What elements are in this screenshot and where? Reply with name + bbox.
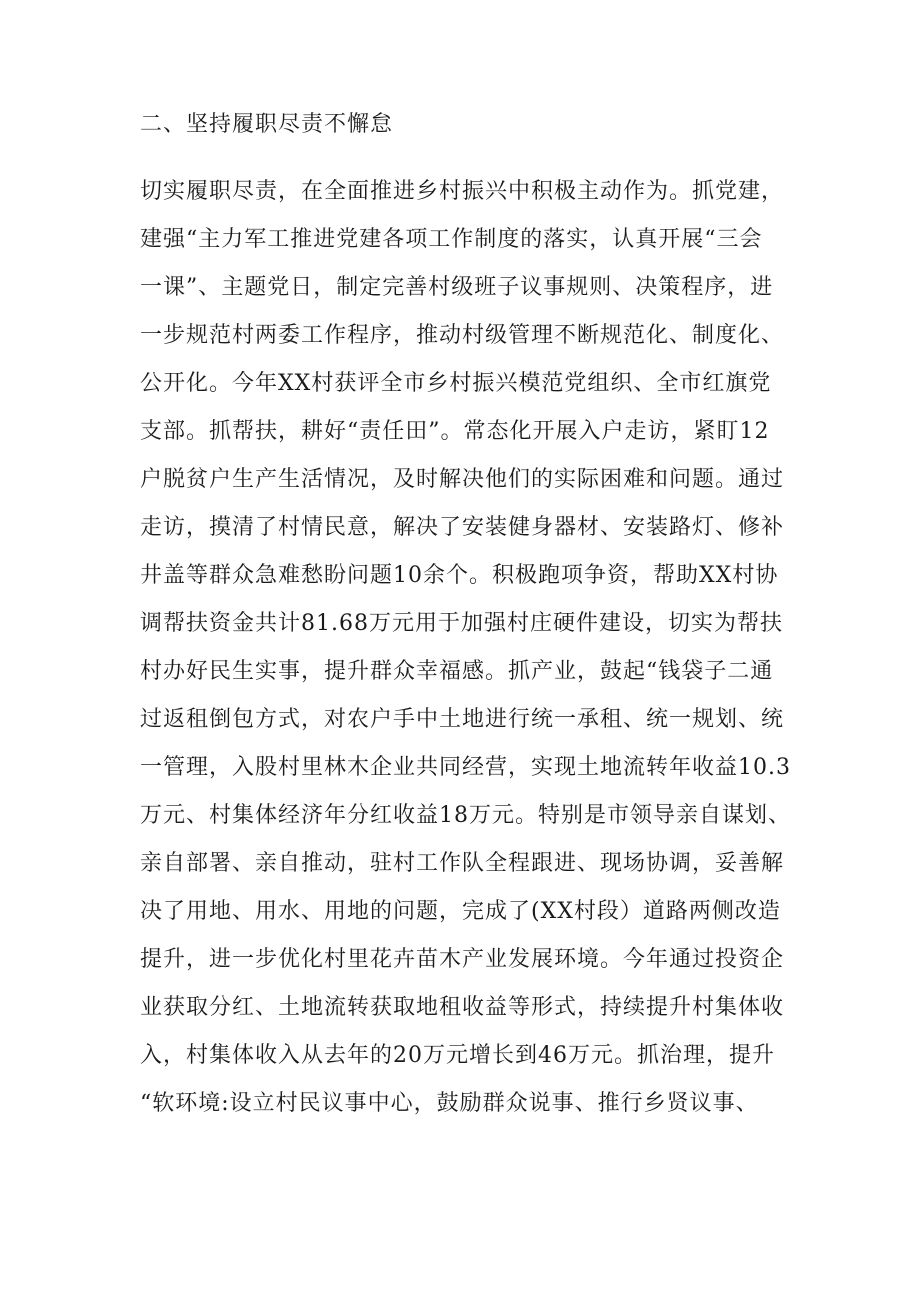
section-heading: 二、坚持履职尽责不懈怠 (140, 112, 394, 137)
paragraph-line: “软环境:设立村民议事中心，鼓励群众说事、推行乡贤议事、 (140, 1091, 759, 1116)
paragraph-line: 调帮扶资金共计81.68万元用于加强村庄硬件建设，切实为帮扶 (140, 611, 783, 636)
paragraph-line: 过返租倒包方式，对农户手中土地进行统一承租、统一规划、统 (140, 707, 785, 732)
paragraph-line: 切实履职尽责，在全面推进乡村振兴中积极主动作为。抓党建， (140, 179, 785, 204)
paragraph-line: 公开化。今年XX村获评全市乡村振兴模范党组织、全市红旗党 (140, 371, 772, 396)
paragraph-line: 入，村集体收入从去年的20万元增长到46万元。抓治理，提升 (140, 1043, 775, 1068)
paragraph-line: 一管理，入股村里林木企业共同经营，实现土地流转年收益10.3 (140, 755, 791, 780)
paragraph-line: 万元、村集体经济年分红收益18万元。特别是市领导亲自谋划、 (140, 803, 791, 828)
paragraph-line: 支部。抓帮扶，耕好“责任田”。常态化开展入户走访，紧盯12 (140, 419, 770, 444)
paragraph-line: 业获取分红、土地流转获取地租收益等形式，持续提升村集体收 (140, 995, 785, 1020)
paragraph-line: 一步规范村两委工作程序，推动村级管理不断规范化、制度化、 (140, 323, 785, 348)
paragraph-line: 村办好民生实事，提升群众幸福感。抓产业，鼓起“钱袋子二通 (140, 659, 774, 684)
paragraph-line: 井盖等群众急难愁盼问题10余个。积极跑项争资，帮助XX村协 (140, 563, 779, 588)
paragraph-line: 提升，进一步优化村里花卉苗木产业发展环境。今年通过投资企 (140, 947, 785, 972)
paragraph-line: 建强“主力军工推进党建各项工作制度的落实，认真开展“三会 (140, 227, 763, 252)
paragraph-line: 决了用地、用水、用地的问题，完成了(XX村段）道路两侧改造 (140, 899, 781, 924)
body-paragraph (140, 168, 800, 1128)
paragraph-line: 户脱贫户生产生活情况，及时解决他们的实际困难和问题。通过 (140, 467, 785, 492)
paragraph-line: 亲自部署、亲自推动，驻村工作队全程跟进、现场协调，妥善解 (140, 851, 785, 876)
paragraph-line: 一课”、主题党日，制定完善村级班子议事规则、决策程序，进 (140, 275, 774, 300)
paragraph-line: 走访，摸清了村情民意，解决了安装健身器材、安装路灯、修补 (140, 515, 785, 540)
